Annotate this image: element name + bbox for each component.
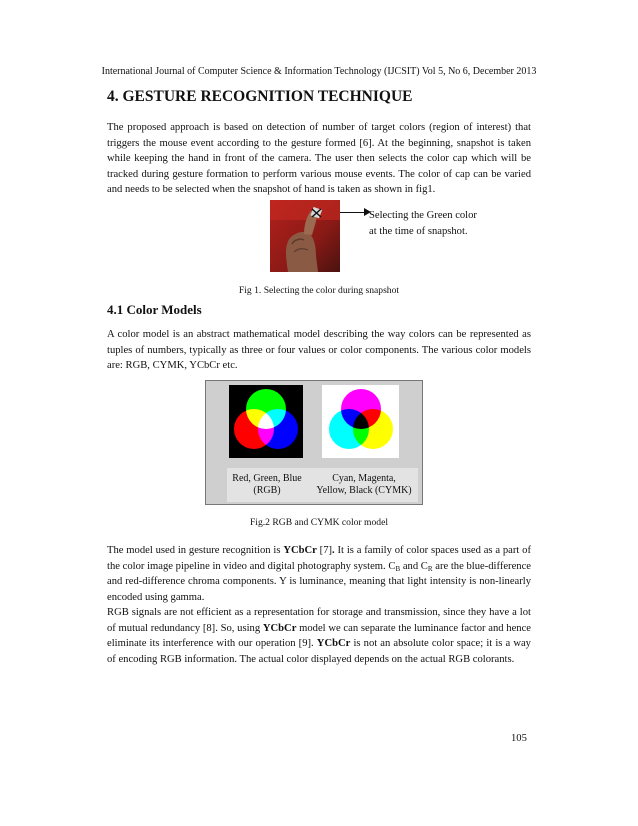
section-title: 4. GESTURE RECOGNITION TECHNIQUE [107,88,413,105]
fig1-annotation [369,208,477,240]
text-run: and C [400,560,428,572]
text-run: [7] [316,545,333,556]
hand-snapshot-drawing [270,200,340,272]
rgb-label-line1: Red, Green, Blue [232,473,302,484]
hand-snapshot-image [270,200,340,272]
subscript: R [427,564,433,573]
cmyk-label-line2: Yellow, Black (CYMK) [316,485,412,496]
page-number: 105 [511,733,527,744]
bold-term: YCbCr [262,622,297,634]
paragraph-color-models: A color model is an abstract mathematical model describing the way colors can be represented as tuples of numbers, typically as three or four values or color components. The various color models are: RGB, CYMK, YCbCr etc. [107,329,531,372]
fig2-caption: Fig.2 RGB and CYMK color model [249,517,389,528]
paragraph-intro: The proposed approach is based on detection of number of target colors (region of interest) that triggers the mouse event according to the gesture formed [6]. At the beginning, snapshot is taken while keeping the hand in front of the camera. The user then selects the color cap which will be tracked during gesture formation to perform various mouse events. The color of cap can be varied and needs to be selected when the snapshot of hand is taken as shown in fig1. [107,122,531,196]
cmyk-label [311,473,417,497]
fig1-caption: Fig 1. Selecting the color during snapshot [238,285,400,296]
paragraph-ycbcr [107,543,531,605]
fig1-annotation-line1: Selecting the Green color [369,210,477,221]
subsection-title: 4.1 Color Models [107,302,202,317]
text-run: is not an absolute color space; it is a way of encoding RGB information. The actual color displayed depends on the actual RGB colorants. [107,638,531,665]
bold-period: . [332,545,335,556]
text-run: The model used in gesture recognition is [107,545,284,556]
cmyk-circles-drawing [322,385,399,458]
bold-term: YCbCr [283,545,317,556]
cmyk-color-model-image [322,385,399,458]
text-run: model we can separate the luminance factor and hence eliminate its interference with our operation [9]. [107,622,531,650]
cmyk-label-line1: Cyan, Magenta, [332,473,396,484]
text-run: It is a family of color spaces used as a part of the color image pipeline in video and digital photography system. C [107,545,531,572]
text-run: RGB signals are not efficient as a representation for storage and transmission, since they have a lot of mutual redundancy [8]. So, using [107,607,531,634]
fig1-annotation-line2: at the time of snapshot. [369,226,468,237]
bold-term: YCbCr [316,638,351,650]
rgb-circles-drawing [229,385,303,458]
rgb-label-line2: (RGB) [253,485,281,496]
paragraph-rgb-signals [107,605,531,667]
subscript: B [395,564,401,573]
journal-header: International Journal of Computer Science & Information Technology (IJCSIT) Vol 5, No 6, December 2013 [101,66,537,77]
rgb-color-model-image [229,385,303,458]
text-run: are the blue-difference and red-difference chroma components. Y is luminance, meaning that light intensity is non-linearly encoded using gamma. [107,560,531,603]
rgb-label [229,473,305,497]
